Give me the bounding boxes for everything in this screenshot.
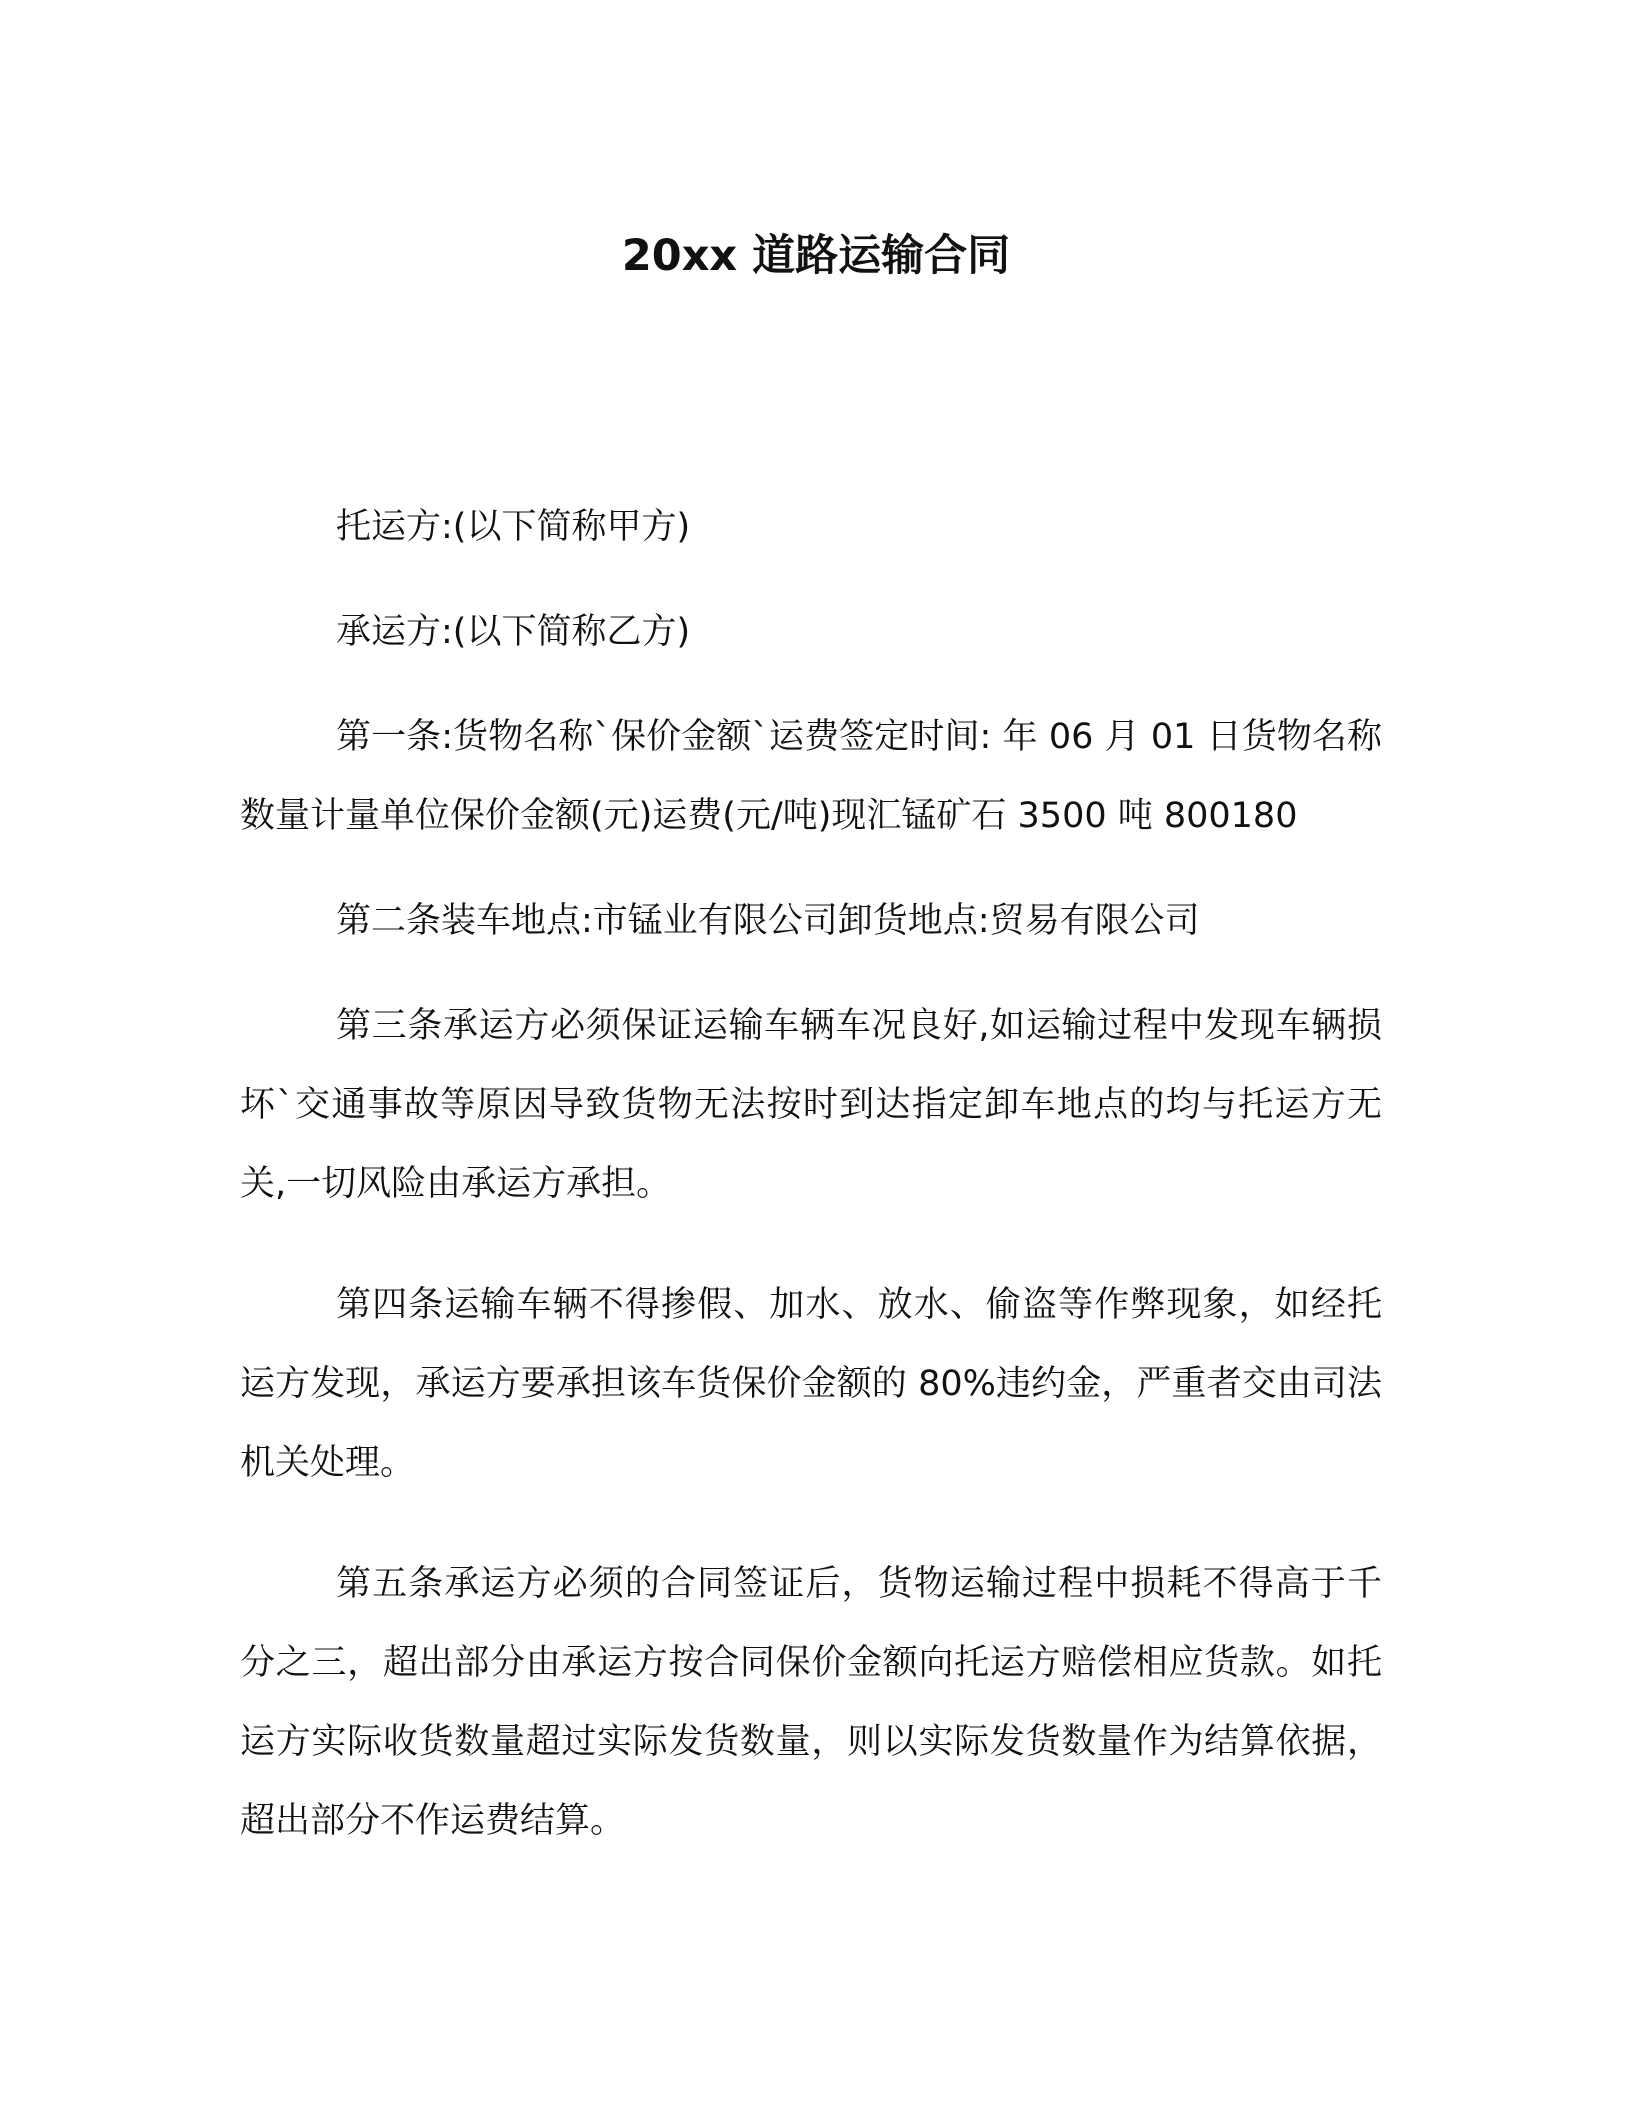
paragraph-consignor: 托运方:(以下简称甲方) [336,507,691,547]
paragraph-article-5: 第五条承运方必须的合同签证后，货物运输过程中损耗不得高于千分之三，超出部分由承运方按合同保价金额向托运方赔偿相应货款。如托运方实际收货数量超过实际发货数量，则以实际发货数量作为结算依据，超出部分不作运费结算。 [240,1564,1382,1841]
paragraph-carrier: 承运方:(以下简称乙方) [336,612,691,652]
paragraph-article-2: 第二条装车地点:市锰业有限公司卸货地点:贸易有限公司 [336,901,1200,941]
paragraph-article-3: 第三条承运方必须保证运输车辆车况良好,如运输过程中发现车辆损坏`交通事故等原因导致货物无法按时到达指定卸车地点的均与托运方无关,一切风险由承运方承担。 [240,1006,1382,1204]
document-title: 20xx 道路运输合同 [621,231,1011,281]
paragraph-article-1: 第一条:货物名称`保价金额`运费签定时间: 年 06 月 01 日货物名称数量计量单位保价金额(元)运费(元/吨)现汇锰矿石 3500 吨 800180 [240,717,1382,836]
document-body [240,488,1382,1887]
paragraph-article-4: 第四条运输车辆不得掺假、加水、放水、偷盗等作弊现象，如经托运方发现，承运方要承担该车货保价金额的 80%违约金，严重者交由司法机关处理。 [240,1285,1382,1483]
